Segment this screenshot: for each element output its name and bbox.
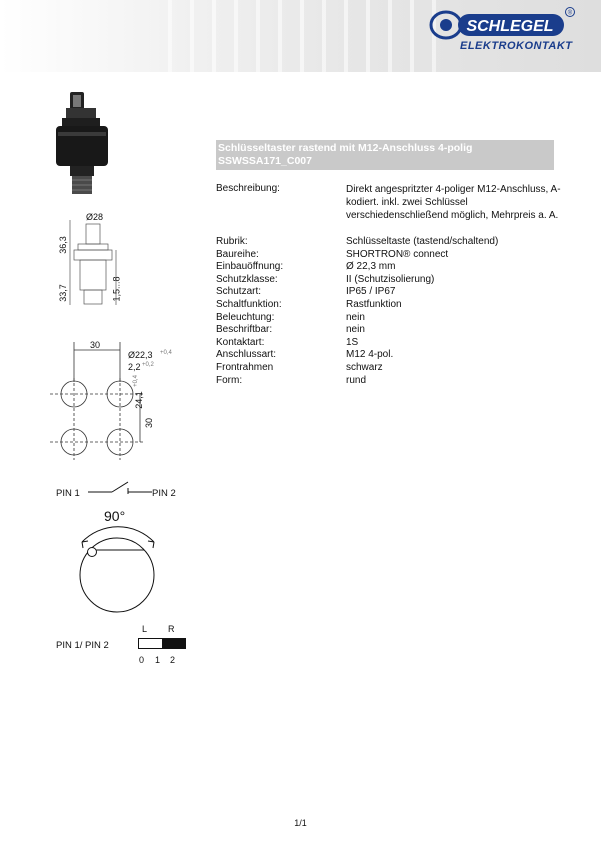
- spec-key: Baureihe:: [216, 248, 259, 260]
- product-image: [48, 90, 118, 200]
- product-title-bar: [216, 140, 554, 170]
- dim-pitch: 30: [90, 340, 101, 350]
- dim-h1: 36,3: [57, 236, 68, 254]
- dim-diameter: Ø28: [86, 212, 104, 222]
- spec-key: Rubrik:: [216, 236, 248, 247]
- spec-row: [216, 312, 498, 325]
- spec-key: Schutzklasse:: [216, 273, 278, 285]
- position-label: PIN 1/ PIN 2: [56, 640, 109, 651]
- product-title: Schlüsseltaster rastend mit M12-Anschluss 4-polig: [218, 142, 473, 154]
- dim-v2: 30: [144, 417, 155, 429]
- spec-key: Anschlussart:: [216, 349, 277, 361]
- dim-v1: 24,1: [133, 391, 144, 409]
- spec-row: [216, 274, 498, 287]
- rotation-diagram: [70, 520, 165, 615]
- spec-row: [216, 349, 498, 362]
- dim-cutout-tol: +0,4: [160, 350, 172, 356]
- spec-key: Beschriftbar:: [216, 324, 273, 336]
- spec-row: [216, 299, 498, 312]
- spec-value: Rastfunktion: [346, 298, 402, 310]
- page-number: 1/1: [294, 818, 307, 828]
- rotation-angle: 90°: [104, 508, 126, 524]
- spec-value: SHORTRON® connect: [346, 248, 449, 260]
- spec-value: M12 4-pol.: [346, 349, 394, 361]
- brand-subtitle: ELEKTROKONTAKT: [460, 40, 573, 52]
- spec-value: nein: [346, 324, 365, 336]
- spec-row: [216, 249, 498, 262]
- spec-key: Einbauöffnung:: [216, 261, 284, 273]
- position-R: R: [168, 624, 175, 634]
- description-value: Direkt angespritzter 4-poliger M12-Anschluss, A-kodiert. inkl. zwei Schlüssel verschiedenschließend möglich, Mehrpreis a. A.: [346, 184, 561, 221]
- switch-symbol: [88, 480, 152, 500]
- spec-row: [216, 337, 498, 350]
- spec-key: Schaltfunktion:: [216, 298, 282, 310]
- spec-value: Schlüsseltaste (tastend/schaltend): [346, 236, 499, 247]
- circuit-pin2: PIN 2: [152, 488, 176, 499]
- circuit-pin1: PIN 1: [56, 488, 80, 499]
- spec-row: [216, 375, 498, 388]
- spec-key: Kontaktart:: [216, 336, 265, 348]
- dim-key-tol: +0,2: [142, 362, 154, 368]
- product-code: SSWSSA171_C007: [218, 155, 312, 167]
- spec-row: [216, 362, 498, 375]
- spec-key: Beleuchtung:: [216, 311, 275, 323]
- position-L: L: [142, 624, 148, 634]
- dim-key: 2,2: [128, 362, 141, 372]
- spec-value: nein: [346, 311, 365, 323]
- spec-key: Form:: [216, 374, 243, 386]
- spec-key: Schutzart:: [216, 286, 262, 298]
- dim-v1-tol: +0,4: [132, 375, 139, 387]
- registered-mark: ®: [567, 10, 573, 17]
- position-bar: [138, 638, 186, 649]
- header-stripes: [150, 0, 450, 72]
- spec-value: rund: [346, 374, 367, 386]
- position-1: 1: [155, 655, 161, 665]
- spec-table: [216, 236, 498, 387]
- description-label: Beschreibung:: [216, 183, 280, 194]
- spec-row: [216, 324, 498, 337]
- dim-h3: 1,5...8: [111, 276, 122, 302]
- spec-key: Frontrahmen: [216, 361, 274, 373]
- side-drawing: [50, 210, 130, 330]
- position-0: 0: [139, 655, 145, 665]
- spec-value: Ø 22,3 mm: [346, 261, 396, 273]
- spec-value: schwarz: [346, 361, 383, 373]
- spec-row: [216, 286, 498, 299]
- page-header: [0, 0, 601, 72]
- position-2: 2: [170, 655, 176, 665]
- spec-value: IP65 / IP67: [346, 286, 396, 298]
- spec-value: 1S: [346, 336, 359, 348]
- spec-row: [216, 261, 498, 274]
- brand-name: SCHLEGEL: [466, 18, 554, 35]
- spec-value: II (Schutzisolierung): [346, 273, 435, 285]
- spec-row: [216, 236, 498, 249]
- dim-cutout: Ø22,3: [128, 350, 153, 360]
- cutout-drawing: [50, 342, 180, 467]
- dim-h2: 33,7: [57, 284, 68, 302]
